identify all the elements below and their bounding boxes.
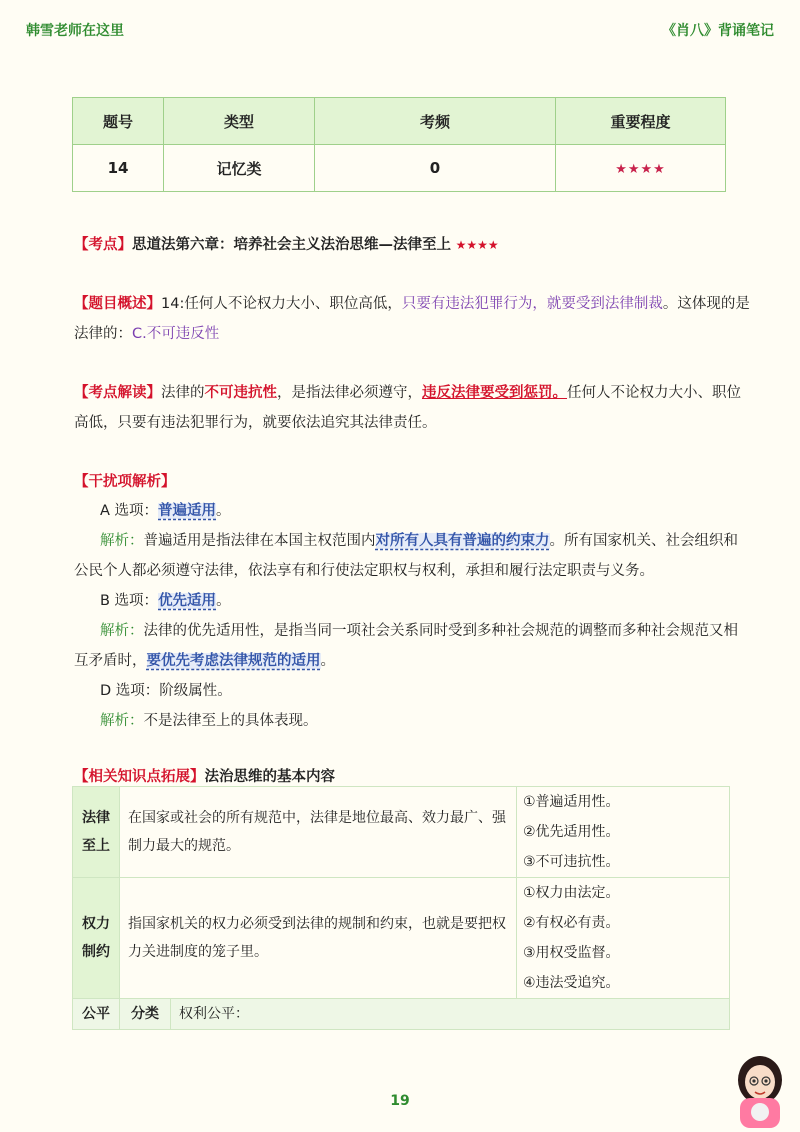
row2-desc-2: 力关进制度的笼子里。 xyxy=(128,944,268,960)
gaishu-text-1: 14:任何人不论权力大小、职位高低， xyxy=(161,296,402,312)
row2-head-1: 权力 xyxy=(82,916,110,932)
col-freq-header: 考频 xyxy=(315,98,556,145)
gaishu-text-2: 。这体现的是 xyxy=(662,296,750,312)
xiangguan-title: 法治思维的基本内容 xyxy=(204,769,335,785)
xiangguan-line xyxy=(74,765,335,786)
gaishu-answer: C.不可违反性 xyxy=(132,326,220,342)
option-a-analysis-label: 解析： xyxy=(100,533,144,549)
option-d-analysis xyxy=(100,709,318,730)
teacher-avatar-icon xyxy=(730,1050,790,1128)
page-number: 19 xyxy=(390,1093,410,1109)
col-type-header: 类型 xyxy=(164,98,315,145)
question-number: 14 xyxy=(73,145,164,192)
row1-item-1: ①普遍适用性。 xyxy=(523,794,620,810)
option-d-analysis-label: 解析： xyxy=(100,713,144,729)
gaishu-highlight: 只要有违法犯罪行为，就要受到法律制裁 xyxy=(401,296,663,312)
option-b-analysis-2 xyxy=(74,649,335,670)
question-type: 记忆类 xyxy=(164,145,315,192)
row2-item-1: ①权力由法定。 xyxy=(523,885,620,901)
row1-item-2: ②优先适用性。 xyxy=(523,824,620,840)
question-frequency: 0 xyxy=(315,145,556,192)
row3-sub: 分类 xyxy=(120,999,171,1030)
option-b-analysis-label: 解析： xyxy=(100,623,144,639)
knowledge-row-power-restriction xyxy=(73,878,730,999)
option-a-label: A 选项： xyxy=(100,503,159,519)
row2-item-4: ④违法受追究。 xyxy=(523,975,620,991)
jiedu-text-e: 任何人不论权力大小、职位 xyxy=(567,385,741,401)
col-number-header: 题号 xyxy=(73,98,164,145)
summary-data-row xyxy=(73,145,726,192)
option-b-analysis-text-1: 法律的优先适用性，是指当同一项社会关系同时受到多种社会规范的调整而多种社会规范又相 xyxy=(143,623,738,639)
option-a-analysis-text-2: 。所有国家机关、社会组织和 xyxy=(549,533,738,549)
jiedu-keyword-1: 不可违抗性 xyxy=(204,385,277,401)
xiangguan-tag: 【相关知识点拓展】 xyxy=(74,769,205,785)
importance-stars xyxy=(556,145,726,192)
row3-text: 权利公平： xyxy=(171,999,730,1030)
row1-description xyxy=(120,787,517,878)
header-author: 韩雪老师在这里 xyxy=(26,23,124,39)
row2-list xyxy=(517,878,730,999)
row1-desc-1: 在国家或社会的所有规范中，法律是地位最高、效力最广、强 xyxy=(128,810,506,826)
knowledge-row-law-supremacy xyxy=(73,787,730,878)
row1-item-3: ③不可违抗性。 xyxy=(523,854,620,870)
option-a-analysis-2: 公民个人都必须遵守法律，依法享有和行使法定职权与权利，承担和履行法定职责与义务。 xyxy=(74,563,654,579)
jiedu-line-2: 高低，只要有违法犯罪行为，就要依法追究其法律责任。 xyxy=(74,415,437,431)
option-a-analysis-text-1: 普遍适用是指法律在本国主权范围内 xyxy=(143,533,376,549)
jiedu-line-1 xyxy=(74,381,741,402)
col-importance-header: 重要程度 xyxy=(556,98,726,145)
option-d-analysis-text: 不是法律至上的具体表现。 xyxy=(143,713,318,729)
option-d-line: D 选项：阶级属性。 xyxy=(100,683,232,699)
row2-head-2: 制约 xyxy=(82,944,110,960)
option-a-end: 。 xyxy=(216,503,231,519)
row2-item-2: ②有权必有责。 xyxy=(523,915,620,931)
jiedu-tag: 【考点解读】 xyxy=(74,385,161,401)
gaishu-text-3: 法律的： xyxy=(74,326,132,342)
summary-table xyxy=(72,97,726,192)
row2-head xyxy=(73,878,120,999)
jiedu-keyword-2: 违反法律要受到惩罚。 xyxy=(422,385,567,401)
kaodian-text: 思道法第六章：培养社会主义法治思维—法律至上 xyxy=(132,237,451,253)
option-b-line xyxy=(100,589,231,610)
kaodian-stars: ★★★★ xyxy=(455,238,499,252)
row1-desc-2: 制力最大的规范。 xyxy=(128,838,240,854)
row2-item-3: ③用权受监督。 xyxy=(523,945,620,961)
option-b-analysis-text-2: 互矛盾时， xyxy=(74,653,147,669)
knowledge-row-fairness xyxy=(73,999,730,1030)
row3-head: 公平 xyxy=(73,999,120,1030)
option-b-analysis-1 xyxy=(100,619,738,640)
jiedu-text-a: 法律的 xyxy=(161,385,205,401)
row1-head-2: 至上 xyxy=(82,838,110,854)
row1-head-1: 法律 xyxy=(82,810,110,826)
row1-head xyxy=(73,787,120,878)
option-b-analysis-text-3: 。 xyxy=(320,653,335,669)
header-book-title: 《肖八》背诵笔记 xyxy=(662,23,774,39)
option-b-label: B 选项： xyxy=(100,593,159,609)
ganrao-tag: 【干扰项解析】 xyxy=(74,474,176,490)
gaishu-line-1 xyxy=(74,292,750,313)
row2-desc-1: 指国家机关的权力必须受到法律的规制和约束，也就是要把权 xyxy=(128,916,506,932)
kaodian-line xyxy=(74,233,499,254)
row1-list xyxy=(517,787,730,878)
jiedu-text-c: ，是指法律必须遵守， xyxy=(277,385,422,401)
ganrao-heading xyxy=(74,470,176,491)
gaishu-line-2 xyxy=(74,322,219,343)
kaodian-tag: 【考点】 xyxy=(74,237,132,253)
option-b-value: 优先适用 xyxy=(158,593,217,609)
option-a-line xyxy=(100,499,231,520)
option-a-analysis-1 xyxy=(100,529,738,550)
star-rating: ★★★★ xyxy=(615,162,666,177)
summary-header-row xyxy=(73,98,726,145)
gaishu-tag: 【题目概述】 xyxy=(74,296,161,312)
option-b-end: 。 xyxy=(216,593,231,609)
option-a-analysis-keyword: 对所有人具有普遍的约束力 xyxy=(375,533,550,549)
knowledge-table xyxy=(72,786,730,1030)
row2-description xyxy=(120,878,517,999)
option-a-value: 普遍适用 xyxy=(158,503,217,519)
option-b-analysis-keyword: 要优先考虑法律规范的适用 xyxy=(146,653,321,669)
